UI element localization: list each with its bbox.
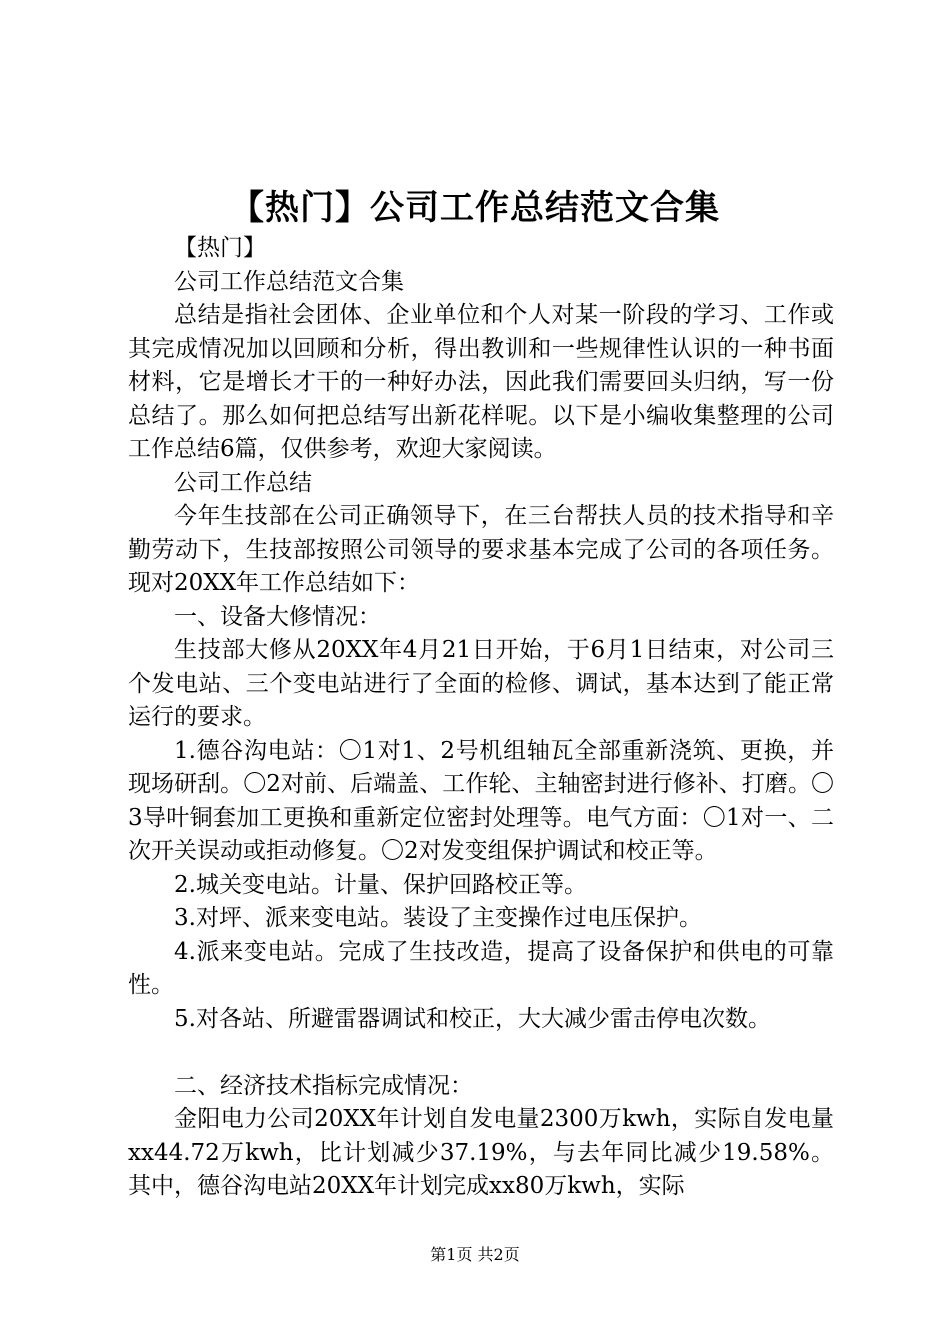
- paragraph: 公司工作总结范文合集: [174, 268, 404, 295]
- paragraph: 1.德谷沟电站：〇1对1、2号机组轴瓦全部重新浇筑、更换，并现场研刮。〇2对前、后端盖、工作轮、主轴密封进行修补、打磨。〇3导叶铜套加工更换和重新定位密封处理等。电气方面：〇1对一、二次开关误动或拒动修复。〇2对发变组保护调试和校正等。: [128, 737, 834, 864]
- document-body: [128, 232, 834, 1204]
- paragraph: 总结是指社会团体、企业单位和个人对某一阶段的学习、工作或其完成情况加以回顾和分析，得出教训和一些规律性认识的一种书面材料，它是增长才干的一种好办法，因此我们需要回头归纳，写一份总结了。那么如何把总结写出新花样呢。以下是小编收集整理的公司工作总结6篇，仅供参考，欢迎大家阅读。: [128, 302, 834, 462]
- paragraph: 【热门】: [174, 235, 266, 261]
- paragraph: 一、设备大修情况：: [174, 603, 381, 630]
- blank-line: [128, 1036, 834, 1070]
- paragraph: 生技部大修从20XX年4月21日开始，于6月1日结束，对公司三个发电站、三个变电站进行了全面的检修、调试，基本达到了能正常运行的要求。: [128, 637, 834, 730]
- paragraph: 5.对各站、所避雷器调试和校正，大大减少雷击停电次数。: [174, 1005, 771, 1032]
- paragraph: 3.对坪、派来变电站。装设了主变操作过电压保护。: [174, 905, 702, 931]
- paragraph: 4.派来变电站。完成了生技改造，提高了设备保护和供电的可靠性。: [128, 938, 834, 998]
- paragraph: 公司工作总结: [174, 469, 312, 496]
- paragraph: 二、经济技术指标完成情况：: [174, 1072, 473, 1099]
- page-footer: 第1页 共2页: [430, 1245, 520, 1264]
- paragraph: 2.城关变电站。计量、保护回路校正等。: [174, 871, 587, 898]
- document-title: 【热门】公司工作总结范文合集: [230, 188, 720, 228]
- paragraph: 今年生技部在公司正确领导下，在三台帮扶人员的技术指导和辛勤劳动下，生技部按照公司领导的要求基本完成了公司的各项任务。现对20XX年工作总结如下：: [128, 503, 834, 596]
- paragraph: 金阳电力公司20XX年计划自发电量2300万kwh，实际自发电量xx44.72万kwh，比计划减少37.19%，与去年同比减少19.58%。其中，德谷沟电站20XX年计划完成xx80万kwh，实际: [128, 1106, 834, 1199]
